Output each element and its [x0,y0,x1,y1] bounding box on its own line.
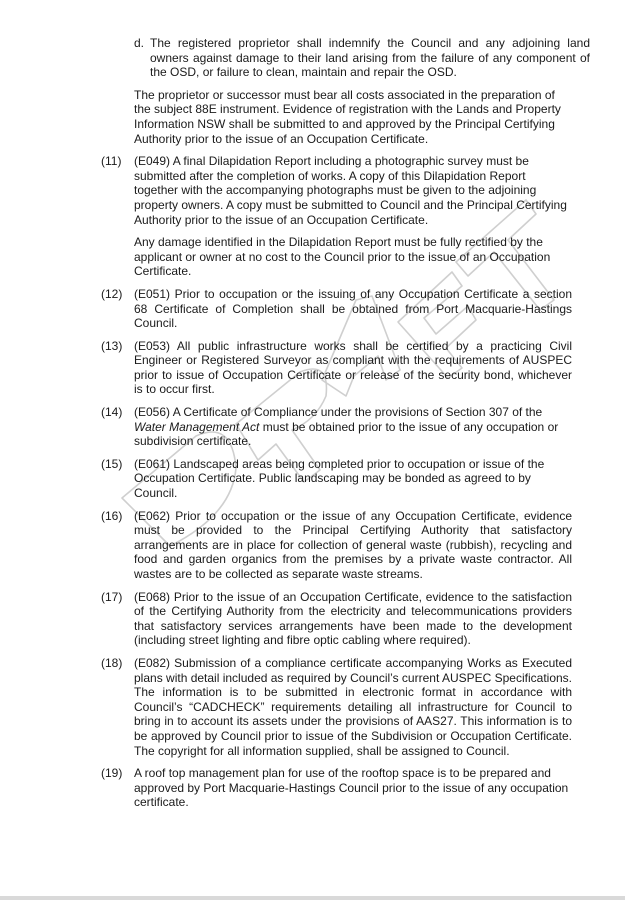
condition-text: (E068) Prior to the issue of an Occupation Certificate, evidence to the satisfaction of the Certifying Authority from the electricity and telecommunications providers that satisfactory services arrangements have been made to the development (including street lighting and fibre optic cabling where required). [134,589,572,648]
condition-extra-text: Any damage identified in the Dilapidation Report must be fully rectified by the applicant or owner at no cost to the Council prior to the issue of an Occupation Certificate. [134,235,551,279]
condition-text-part: must be obtained prior to the issue of any occupation or subdivision certificate. [134,419,559,449]
condition-number: (19) [101,766,123,781]
condition-number: (11) [101,154,122,169]
condition-text-part: (E056) A Certificate of Compliance under the provisions of Section 307 of the [134,405,543,420]
condition-text [134,405,572,449]
condition-text: (E062) Prior to occupation or the issue of any Occupation Certificate, evidence must be provided to the Principal Certifying Authority that satisfactory arrangements are in place for collection of general waste (rubbish), recycling and food and garden organics from the premises by a private waste contractor. All wastes are to be collected as separate waste streams. [134,508,572,581]
condition-number: (16) [101,508,123,523]
condition-item [101,456,572,501]
condition-item [101,655,573,758]
condition-number: (14) [101,405,123,420]
condition-number: (17) [101,589,123,604]
list-item-marker: d. [134,36,145,50]
condition-number: (12) [101,286,123,301]
condition-text: (E049) A final Dilapidation Report including a photographic survey must be submitted after the completion of works. A copy of this Dilapidation Report together with the accompanying photographs must be given to the adjoining property owners. A copy must be submitted to Council and the Principal Certifying Authority prior to the issue of an Occupation Certificate. [134,154,567,227]
list-item-text: The registered proprietor shall indemnify the Council and any adjoining land owners against damage to their land arising from the failure of any component of the OSD, or failure to clean, maintain and repair the OSD. [150,36,590,80]
condition-text: A roof top management plan for use of the rooftop space is to be prepared and approved by Port Macquarie-Hastings Council prior to the issue of any occupation certificate. [134,766,569,810]
condition-text: (E051) Prior to occupation or the issuing of any Occupation Certificate a section 68 Certificate of Completion shall be obtained from Port Macquarie-Hastings Council. [134,286,572,331]
condition-item [101,338,572,397]
page-bottom-edge [0,896,625,900]
condition-text: (E061) Landscaped areas being completed prior to occupation or issue of the Occupation Certificate. Public landscaping may be bonded as agreed to by Council. [134,456,545,501]
document-body [0,36,625,810]
condition-number: (15) [101,456,123,471]
condition-number: (13) [101,338,123,353]
condition-item [101,405,572,449]
condition-text: (E053) All public infrastructure works shall be certified by a practicing Civil Engineer or Registered Surveyor as compliant with the requirements of AUSPEC prior to issue of Occupation Certificate or release of the security bond, whichever is to occur first. [134,338,572,397]
act-name: Water Management Act [134,419,260,434]
condition-item [101,508,572,582]
condition-text: (E082) Submission of a compliance certificate accompanying Works as Executed plans with detail included as required by Council’s current AUSPEC Specifications. The information is to be submitted in electronic format in accordance with Council’s “CADCHECK” requirements detailing all infrastructure for Council to bring in to account its assets under the provisions of AAS27. This information is to be approved by Council prior to issue of the Subdivision or Occupation Certificate. The copyright for all information supplied, shall be assigned to Council. [134,655,573,758]
condition-item [101,286,572,331]
list-item-d [134,36,590,80]
condition-item [101,766,572,810]
condition-item [101,589,572,648]
condition-item [101,154,572,279]
condition-number: (18) [101,655,123,670]
paragraph-88e-costs: The proprietor or successor must bear all costs associated in the preparation of the subject 88E instrument. Evidence of registration with the Lands and Property Information NSW shall be submitted to and approved by the Principal Certifying Authority prior to the issue of an Occupation Certificate. [134,87,561,146]
